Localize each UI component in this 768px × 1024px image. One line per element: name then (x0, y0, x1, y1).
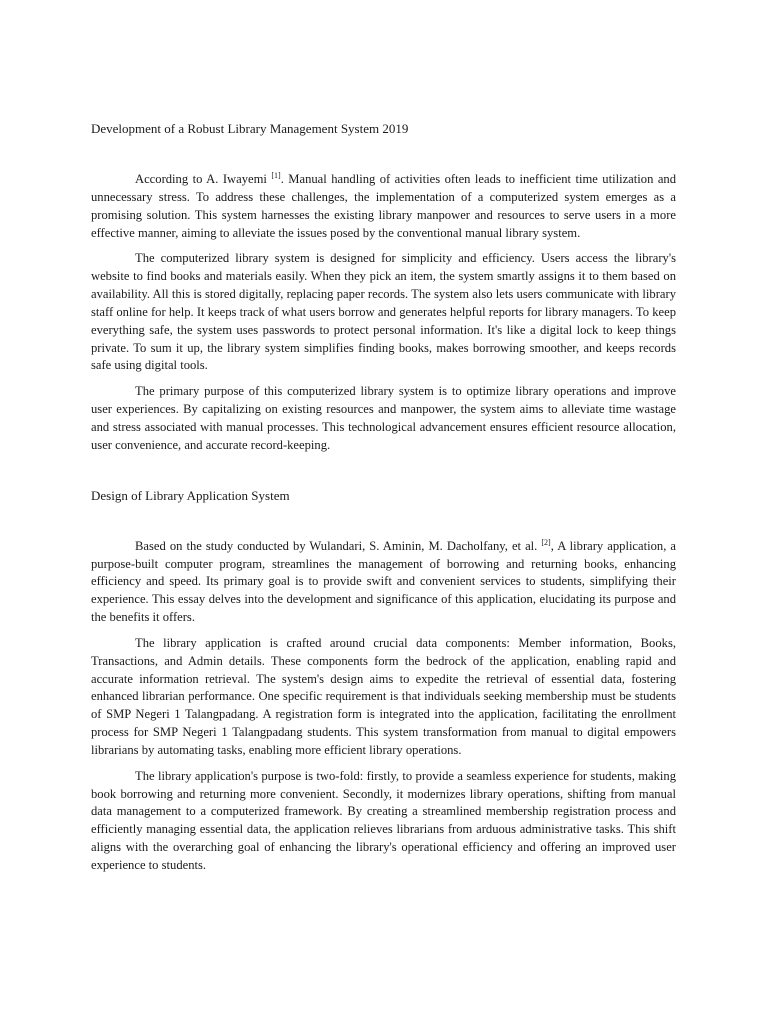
paragraph-text: According to A. Iwayemi (135, 172, 272, 186)
section-body-development (91, 171, 676, 455)
paragraph-primary-purpose: The primary purpose of this computerized library system is to optimize library operations and improve user experiences. By capitalizing on existing resources and manpower, the system aims to alleviate time wastage and stress associated with manual processes. This technological advancement ensures efficient resource allocation, user convenience, and accurate record-keeping. (91, 384, 676, 452)
paragraph-text: . Manual handling of activities often leads to inefficient time utilization and unnecessary stress. To address these challenges, the implementation of a computerized system emerges as a promising solution. This system harnesses the existing library manpower and resources to serve users in a more effective manner, aiming to alleviate the issues posed by the conventional manual library system. (91, 172, 676, 240)
section-heading-design: Design of Library Application System (91, 487, 290, 503)
citation-1: [1] (271, 171, 281, 180)
paragraph-data-components: The library application is crafted around crucial data components: Member information, Books, Transactions, and Admin details. These components form the bedrock of the application, enabling rapid and accurate information retrieval. The system's design aims to expedite the retrieval of essential data, fostering enhanced librarian performance. One specific requirement is that individuals seeking membership must be students of SMP Negeri 1 Talangpadang. A registration form is integrated into the application, facilitating the enrollment process for SMP Negeri 1 Talangpadang students. This system transformation from manual to digital empowers librarians by automating tasks, enabling more efficient library operations. (91, 635, 676, 757)
paragraph-system-design: The computerized library system is designed for simplicity and efficiency. Users access the library's website to find books and materials easily. When they pick an item, the system smartly assigns it to them based on availability. All this is stored digitally, replacing paper records. The system also lets users communicate with library staff online for help. It keeps track of what users borrow and generates helpful reports for library managers. To keep everything safe, the system uses passwords to protect personal information. It's like a digital lock to keep things private. To sum it up, the library system simplifies finding books, makes borrowing smoother, and keeps records safe using digital tools. (91, 251, 676, 373)
paragraph-text: Based on the study conducted by Wulandari, S. Aminin, M. Dacholfany, et al. (135, 538, 542, 553)
paragraph-wulandari (91, 538, 676, 627)
section-heading-development: Development of a Robust Library Management System 2019 (91, 121, 409, 136)
paragraph-application-purpose: The library application's purpose is two-fold: firstly, to provide a seamless experience for students, making book borrowing and returning more convenient. Secondly, it modernizes library operations, shifting from manual data management to a computerized framework. By creating a streamlined membership registration process and efficiently managing essential data, the application relieves librarians from arduous administrative tasks. This shift aligns with the overarching goal of enhancing the library's operational efficiency and offering an improved user experience to students. (91, 768, 676, 872)
paragraph-iwayemi (91, 171, 676, 242)
citation-2: [2] (541, 537, 551, 547)
paragraph-text: , A library application, a purpose-built computer program, streamlines the management of borrowing and returning books, enhancing efficiency and speed. Its primary goal is to provide swift and convenient services to students, simplifying their experience. This essay delves into the development and significance of this application, elucidating its purpose and the benefits it offers. (91, 538, 676, 625)
section-body-design (91, 538, 676, 875)
